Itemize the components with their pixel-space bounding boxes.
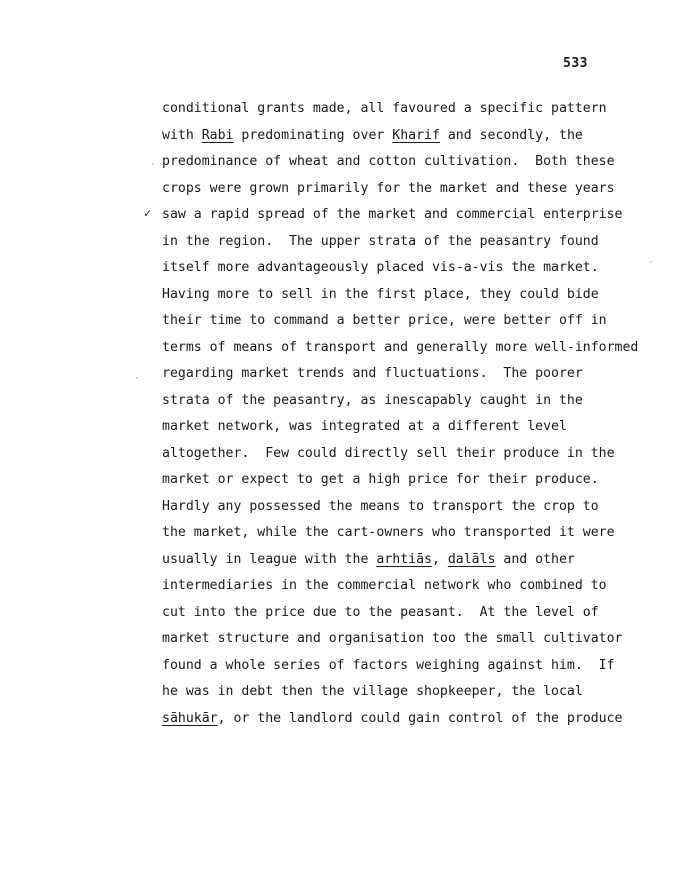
text-segment: terms of means of transport and generally more well-informed: [162, 339, 639, 355]
text-segment: the market, while the cart-owners who transported it were: [162, 525, 615, 540]
text-segment: their time to command a better price, were better off in: [162, 313, 607, 328]
text-line: [162, 626, 682, 653]
text-segment: crops were grown primarily for the market and these years: [162, 180, 615, 196]
scan-speck: ·: [134, 374, 140, 384]
text-segment: with: [162, 127, 202, 143]
text-line: [162, 467, 682, 494]
text-segment: itself more advantageously placed vis-a-vis the market.: [162, 260, 599, 275]
text-line: [162, 282, 682, 309]
text-segment: in the region. The upper strata of the peasantry found: [162, 233, 599, 249]
text-segment: strata of the peasantry, as inescapably caught in the: [162, 392, 583, 408]
text-segment: conditional grants made, all favoured a specific pattern: [162, 101, 607, 116]
underlined-term: Rabi: [201, 127, 234, 143]
text-line: [162, 520, 682, 547]
text-line: [162, 255, 682, 282]
page-number: 533: [563, 56, 588, 71]
text-segment: saw a rapid spread of the market and commercial enterprise: [162, 207, 623, 222]
text-segment: intermediaries in the commercial network who combined to: [162, 578, 607, 593]
text-line: [162, 202, 682, 229]
margin-check-mark: ✓: [144, 206, 152, 220]
text-segment: market network, was integrated at a different level: [162, 419, 567, 434]
body-text: [162, 96, 682, 732]
text-segment: regarding market trends and fluctuations. The poorer: [162, 366, 583, 381]
text-line: [162, 361, 682, 388]
text-line: [162, 123, 682, 150]
underlined-term: sāhukār: [162, 710, 218, 726]
text-segment: usually in league with the: [162, 551, 377, 567]
scan-speck: ·: [648, 258, 654, 268]
text-segment: found a whole series of factors weighing against him. If: [162, 657, 615, 673]
underlined-term: arhtiās: [376, 551, 432, 567]
text-segment: and other: [495, 551, 575, 567]
text-line: [162, 335, 682, 362]
text-line: [162, 229, 682, 256]
text-segment: , or the landlord could gain control of the produce: [217, 710, 623, 726]
text-segment: market structure and organisation too the small cultivator: [162, 631, 623, 646]
text-line: [162, 494, 682, 521]
text-segment: altogether. Few could directly sell their produce in the: [162, 445, 615, 461]
text-line: [162, 547, 682, 574]
text-line: [162, 149, 682, 176]
text-line: [162, 96, 682, 123]
text-line: [162, 308, 682, 335]
text-line: [162, 653, 682, 680]
text-segment: predominating over: [233, 127, 393, 143]
text-segment: predominance of wheat and cotton cultivation. Both these: [162, 154, 615, 169]
text-line: [162, 388, 682, 415]
text-line: [162, 414, 682, 441]
underlined-term: dalāls: [447, 551, 496, 567]
text-segment: Having more to sell in the first place, they could bide: [162, 286, 599, 302]
scan-speck: ·: [150, 160, 156, 170]
text-segment: cut into the price due to the peasant. At the level of: [162, 604, 599, 620]
text-line: [162, 706, 682, 733]
text-segment: Hardly any possessed the means to transport the crop to: [162, 498, 599, 514]
text-line: [162, 176, 682, 203]
text-segment: he was in debt then the village shopkeeper, the local: [162, 684, 583, 699]
text-line: [162, 441, 682, 468]
text-segment: and secondly, the: [439, 127, 583, 143]
text-segment: ,: [431, 551, 448, 567]
text-segment: market or expect to get a high price for their produce.: [162, 472, 599, 487]
text-line: [162, 679, 682, 706]
underlined-term: Kharif: [392, 127, 440, 143]
text-line: [162, 600, 682, 627]
text-line: [162, 573, 682, 600]
